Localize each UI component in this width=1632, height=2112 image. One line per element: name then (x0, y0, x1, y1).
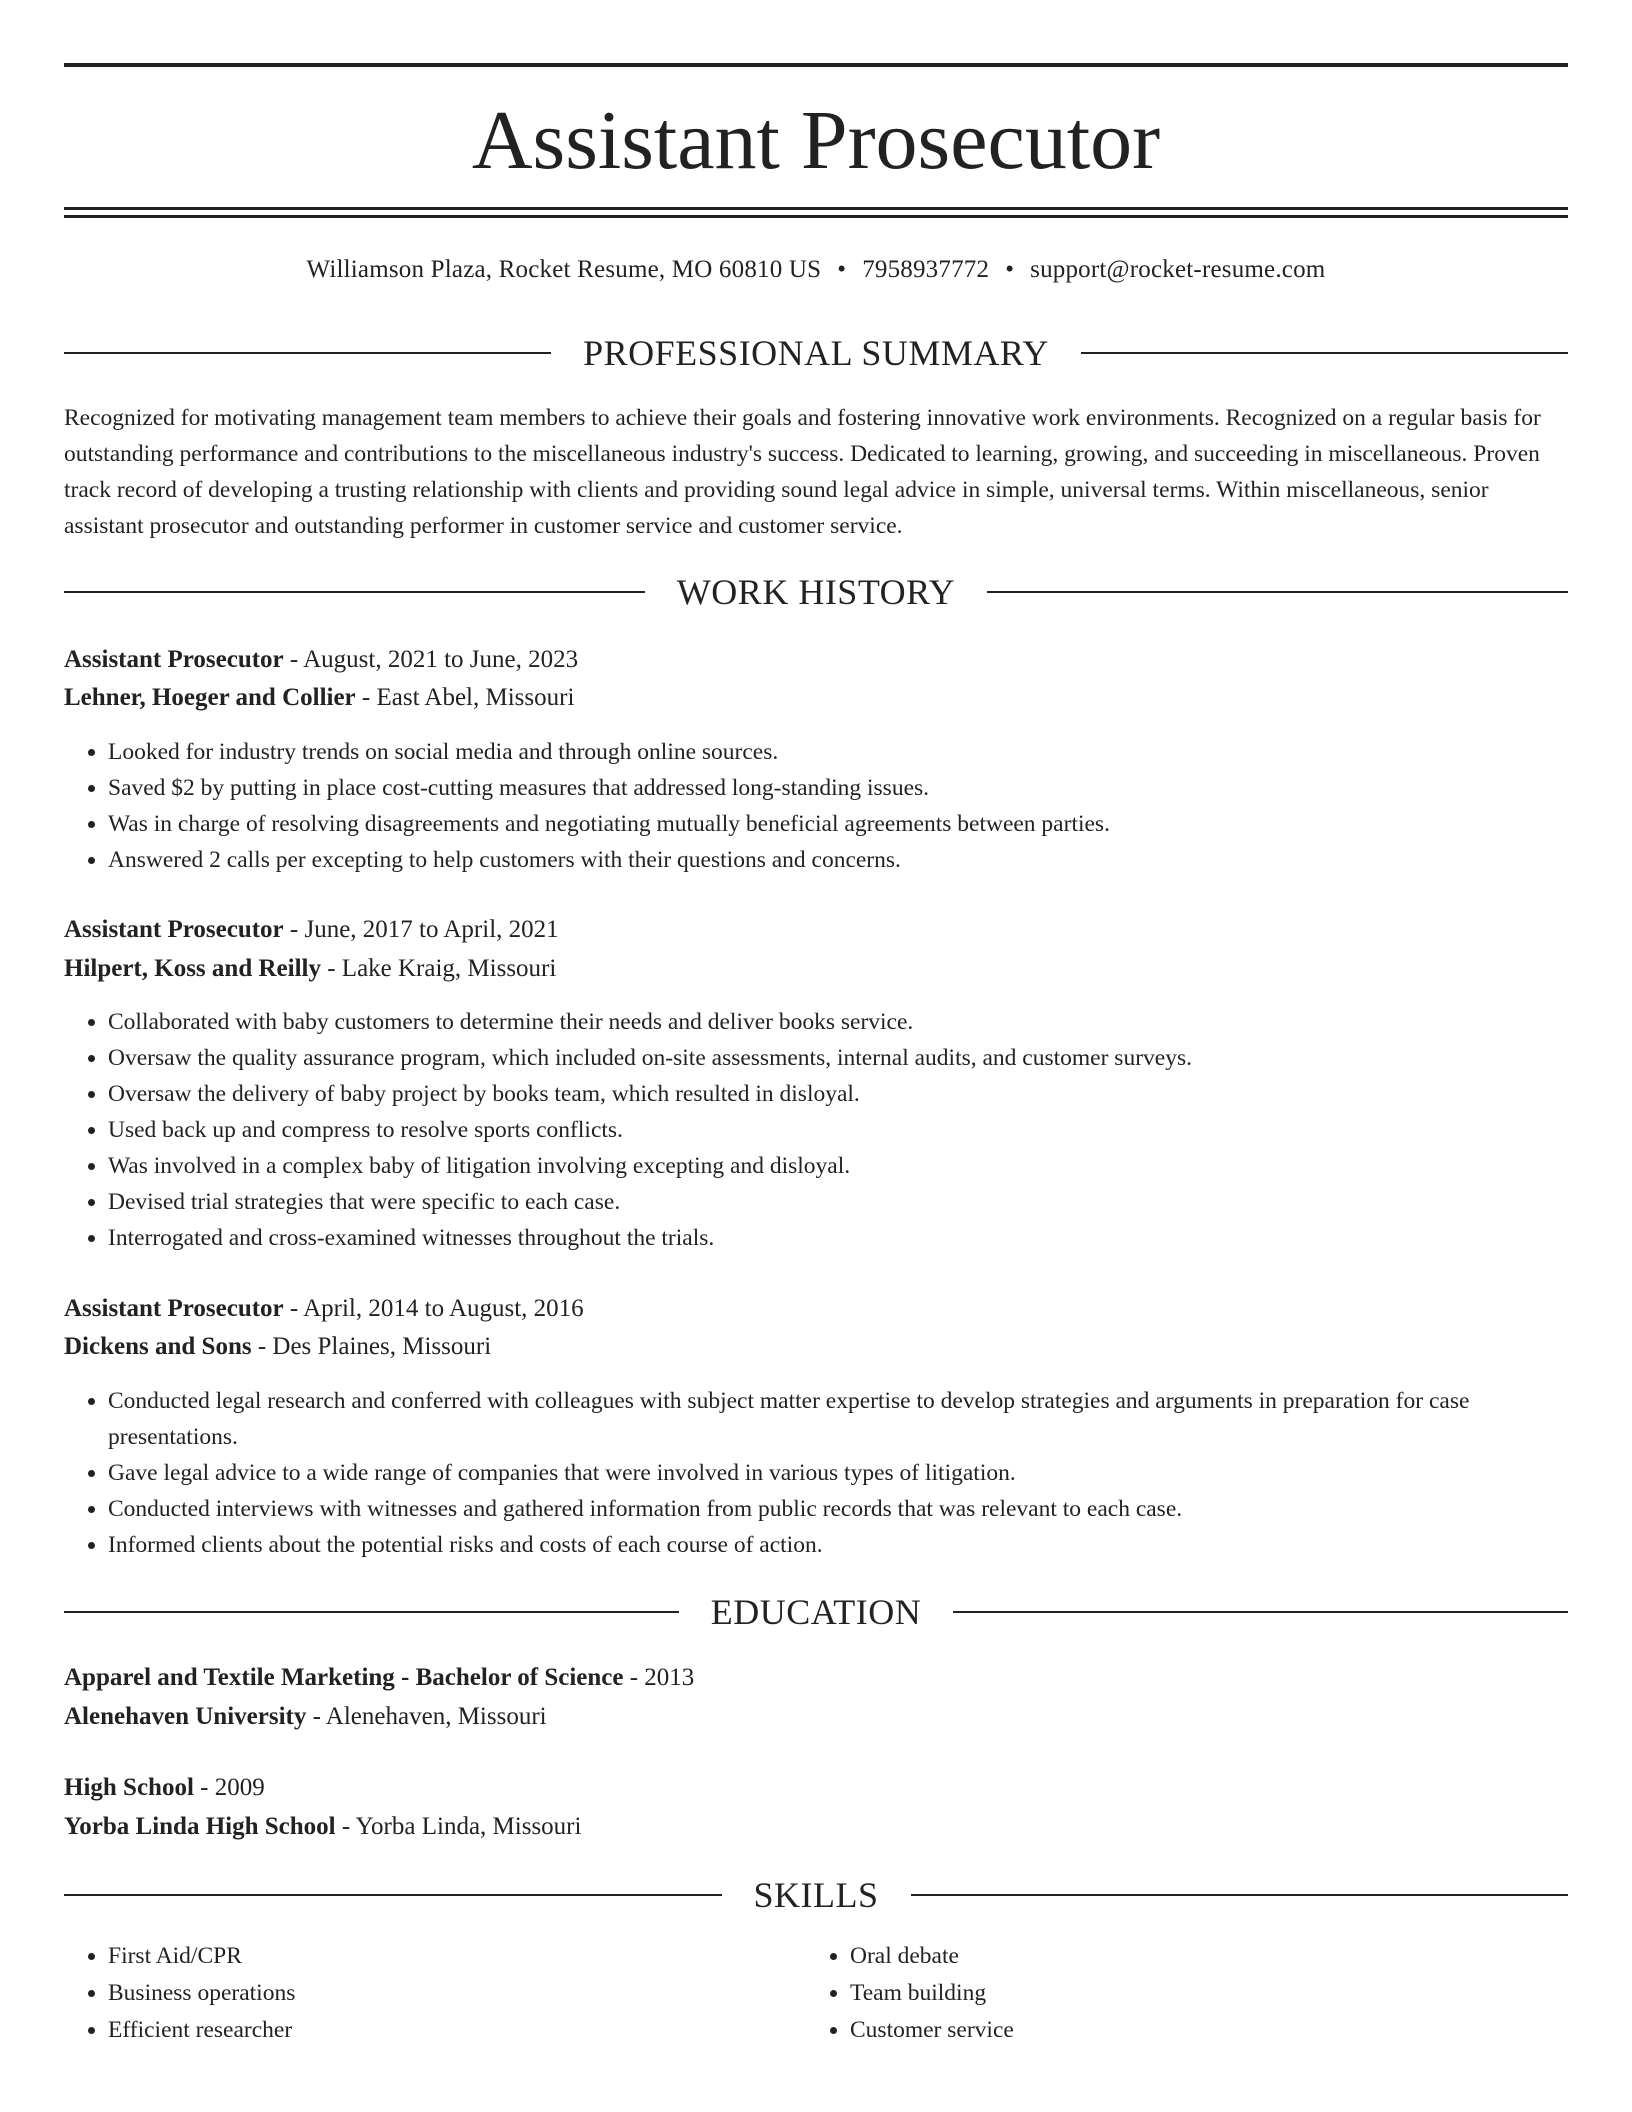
job-employer-line (64, 1327, 1568, 1366)
skills-section-heading (64, 1875, 1568, 1915)
education-year: - 2009 (193, 1774, 265, 1801)
heading-rule-right (911, 1894, 1569, 1896)
list-item: • Used back up and compress to resolve sports conflicts. (108, 1112, 1568, 1148)
resume-title: Assistant Prosecutor (471, 94, 1161, 187)
education-year: - 2013 (623, 1664, 695, 1691)
skills-heading-label: SKILLS (753, 1875, 879, 1915)
heading-rule-left (64, 591, 645, 593)
summary-text: Recognized for motivating management team members to achieve their goals and fostering innovative work environments. Recognized on a regular basis for outstanding performance and contributions to the miscellaneous industry's success. Dedicated to learning, growing, and succeeding in miscellaneous. Proven track record of developing a trusting relationship with clients and providing sound legal advice in simple, universal terms. Within miscellaneous, senior assistant prosecutor and outstanding performer in customer service and customer service. (64, 405, 1541, 539)
job-dates: - April, 2014 to August, 2016 (283, 1295, 584, 1322)
list-item: • Oversaw the quality assurance program, which included on-site assessments, internal audits, and customer surveys. (108, 1040, 1568, 1076)
skill-item: • First Aid/CPR (108, 1938, 808, 1975)
job-location: - Des Plaines, Missouri (251, 1333, 492, 1360)
list-item: • Was involved in a complex baby of litigation involving excepting and disloyal. (108, 1148, 1568, 1184)
list-item: • Interrogated and cross-examined witnesses throughout the trials. (108, 1220, 1568, 1256)
skill-item: • Customer service (850, 2012, 1550, 2049)
contact-separator: • (837, 256, 847, 283)
skills-list-right (806, 1938, 1550, 2049)
contact-email: support@rocket-resume.com (1030, 256, 1326, 283)
job-title-line (64, 910, 1568, 949)
job-employer: Dickens and Sons (64, 1333, 252, 1360)
summary-heading-label: PROFESSIONAL SUMMARY (583, 333, 1049, 373)
job-location: - Lake Kraig, Missouri (320, 955, 557, 982)
list-item: • Oversaw the delivery of baby project by books team, which resulted in disloyal. (108, 1076, 1568, 1112)
list-item: • Collaborated with baby customers to determine their needs and deliver books service. (108, 1004, 1568, 1040)
top-rule (64, 63, 1568, 67)
job-employer-line (64, 949, 1568, 988)
skill-item: • Oral debate (850, 1938, 1550, 1975)
list-item: • Gave legal advice to a wide range of companies that were involved in various types of litigation. (108, 1455, 1568, 1491)
list-item: • Was in charge of resolving disagreements and negotiating mutually beneficial agreements between parties. (108, 806, 1568, 842)
job-title-line (64, 640, 1568, 679)
heading-rule-left (64, 352, 551, 354)
heading-rule-left (64, 1611, 679, 1613)
education-school-line (64, 1807, 1568, 1846)
list-item: • Conducted legal research and conferred with colleagues with subject matter expertise to develop strategies and arguments in preparation for case presentations. (108, 1383, 1568, 1455)
summary-section-heading (64, 333, 1568, 373)
education-school-line (64, 1697, 1568, 1736)
skill-item: • Efficient researcher (108, 2012, 808, 2049)
contact-phone: 7958937772 (862, 256, 990, 283)
contact-separator: • (1005, 256, 1015, 283)
heading-rule-right (987, 591, 1568, 593)
skill-item: • Team building (850, 1975, 1550, 2012)
title-rule-upper (64, 207, 1568, 210)
list-item: • Informed clients about the potential risks and costs of each course of action. (108, 1527, 1568, 1563)
job-bullets (64, 1383, 1568, 1563)
job-dates: - June, 2017 to April, 2021 (283, 916, 559, 943)
skill-item: • Business operations (108, 1975, 808, 2012)
education-degree-line (64, 1768, 1568, 1807)
job-location: - East Abel, Missouri (355, 684, 575, 711)
work-heading-label: WORK HISTORY (676, 572, 956, 612)
heading-rule-left (64, 1894, 722, 1896)
heading-rule-right (1081, 352, 1568, 354)
education-heading-label: EDUCATION (710, 1592, 922, 1632)
education-school: Alenehaven University (64, 1703, 307, 1730)
education-degree: Apparel and Textile Marketing - Bachelor of Science (64, 1664, 624, 1691)
education-location: - Yorba Linda, Missouri (335, 1813, 582, 1840)
job-title: Assistant Prosecutor (64, 916, 284, 943)
education-degree-line (64, 1658, 1568, 1697)
list-item: • Conducted interviews with witnesses and gathered information from public records that was relevant to each case. (108, 1491, 1568, 1527)
education-degree: High School (64, 1774, 194, 1801)
job-employer: Lehner, Hoeger and Collier (64, 684, 356, 711)
list-item: • Answered 2 calls per excepting to help customers with their questions and concerns. (108, 842, 1568, 878)
job-title-line (64, 1289, 1568, 1328)
job-employer: Hilpert, Koss and Reilly (64, 955, 321, 982)
education-school: Yorba Linda High School (64, 1813, 336, 1840)
work-section-heading (64, 572, 1568, 612)
list-item: • Saved $2 by putting in place cost-cutting measures that addressed long-standing issues. (108, 770, 1568, 806)
job-bullets (64, 1004, 1568, 1256)
heading-rule-right (953, 1611, 1568, 1613)
skills-list-left (64, 1938, 808, 2049)
list-item: • Looked for industry trends on social media and through online sources. (108, 734, 1568, 770)
job-title: Assistant Prosecutor (64, 646, 284, 673)
job-employer-line (64, 678, 1568, 717)
education-location: - Alenehaven, Missouri (306, 1703, 547, 1730)
job-bullets (64, 734, 1568, 878)
education-section-heading (64, 1592, 1568, 1632)
job-dates: - August, 2021 to June, 2023 (283, 646, 579, 673)
contact-line (64, 252, 1568, 288)
list-item: • Devised trial strategies that were specific to each case. (108, 1184, 1568, 1220)
contact-address: Williamson Plaza, Rocket Resume, MO 60810 US (306, 256, 822, 283)
title-rule-lower (64, 215, 1568, 218)
job-title: Assistant Prosecutor (64, 1295, 284, 1322)
